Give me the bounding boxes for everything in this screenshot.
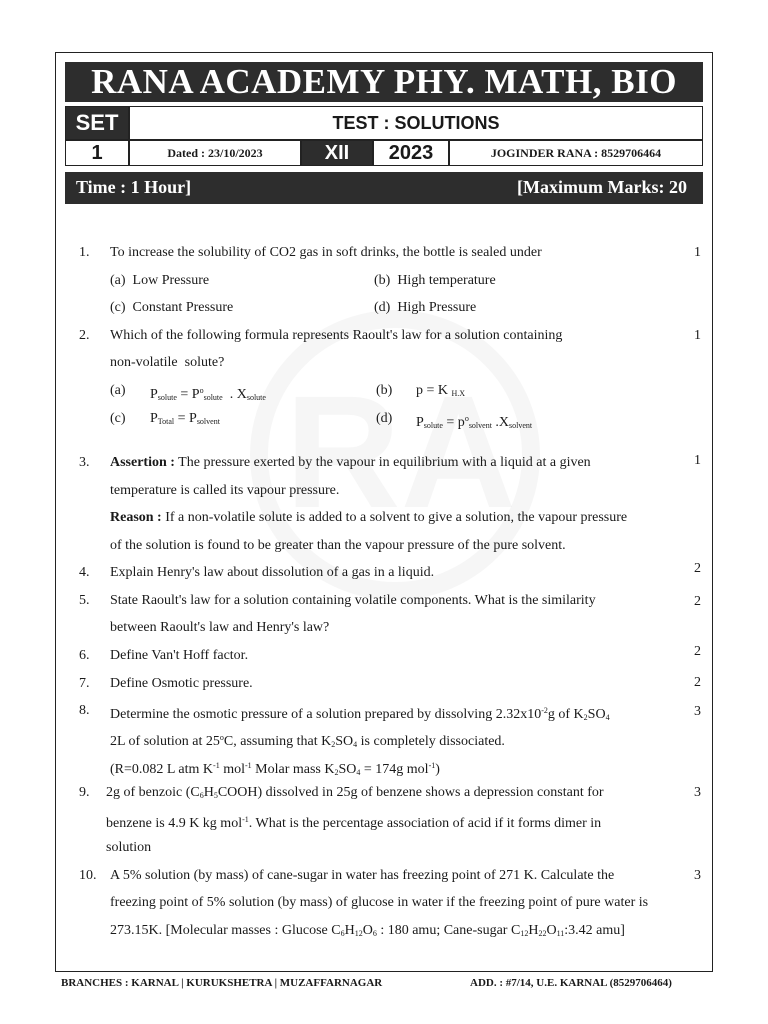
q2-line1: Which of the following formula represents Raoult's law for a solution containing (110, 328, 563, 343)
teacher-contact: JOGINDER RANA : 8529706464 (449, 140, 703, 166)
q1-marks: 1 (694, 245, 701, 260)
q4-number: 4. (79, 565, 90, 580)
q2-option-b-formula: p = K $_{H.X}$ (416, 383, 466, 398)
class-label: XII (301, 140, 373, 166)
q6-marks: 2 (694, 644, 701, 659)
q2-marks: 1 (694, 328, 701, 343)
q8-line3: (R=0.082 L atm $K^{-1}$ mol$^{-1}$ Molar mass $K_2SO_4 = 174g$ mol$^{-1}$) (110, 761, 440, 777)
q3-assertion: Assertion : The pressure exerted by the vapour in equilibrium with a liquid at a given (110, 455, 591, 470)
q10-marks: 3 (694, 868, 701, 883)
q2-option-b-label: (b) (376, 383, 393, 398)
q8-number: 8. (79, 703, 90, 718)
q6-text: Define Van't Hoff factor. (110, 648, 249, 663)
q1-number: 1. (79, 245, 90, 260)
footer-branches: BRANCHES : KARNAL | KURUKSHETRA | MUZAFFARNAGAR (61, 977, 383, 989)
academy-title: RANA ACADEMY PHY. MATH, BIO (65, 62, 703, 102)
q9-line2: benzene is 4.9 K kg mol$^{-1}$. What is the percentage association of acid if it forms dimer in (106, 815, 602, 831)
q10-line3: 273.15K. [Molecular masses : Glucose $C_6H_{12}O_6$ : 180 amu; Cane-sugar $C_{12}H_{22}O_{11}:3.42$ amu] (110, 923, 625, 938)
q2-option-c-label: (c) (110, 411, 126, 426)
time-bar (65, 172, 703, 204)
q2-option-d-formula: $P_{solute} = p^o_{solvent}$ $.X_{solvent}$ (416, 414, 533, 430)
q4-marks: 2 (694, 561, 701, 576)
q2-line2: non-volatile solute? (110, 355, 225, 370)
q7-marks: 2 (694, 675, 701, 690)
q2-option-a-label: (a) (110, 383, 126, 398)
q3-marks: 1 (694, 453, 701, 468)
set-label: SET (65, 106, 129, 140)
q1-text: To increase the solubility of CO2 gas in soft drinks, the bottle is sealed under (110, 245, 542, 260)
q8-line1: Determine the osmotic pressure of a solution prepared by dissolving $2.32x10^{-2}g$ of $K_2SO_4$ (110, 706, 610, 722)
q5-marks: 2 (694, 594, 701, 609)
q8-marks: 3 (694, 704, 701, 719)
q9-marks: 3 (694, 785, 701, 800)
q5-line1: State Raoult's law for a solution containing volatile components. What is the similarity (110, 593, 596, 608)
q6-number: 6. (79, 648, 90, 663)
q10-line1: A 5% solution (by mass) of cane-sugar in water has freezing point of 271 K. Calculate the (110, 868, 615, 883)
q1-option-b: (b) High temperature (374, 273, 496, 288)
date-field: Dated : 23/10/2023 (129, 140, 301, 166)
q8-line2: 2L of solution at 25$^o$C, assuming that $K_2SO_4$ is completely dissociated. (110, 733, 505, 749)
footer-address: ADD. : #7/14, U.E. KARNAL (8529706464) (470, 977, 672, 989)
q9-number: 9. (79, 785, 90, 800)
q2-option-c-formula: $P_{Total} = P_{solvent}$ (150, 411, 220, 426)
q1-option-a: (a) Low Pressure (110, 273, 210, 288)
q10-number: 10. (79, 868, 97, 883)
q9-line1: 2g of benzoic $(C_6H_5COOH)$ dissolved in 25g of benzene shows a depression constant for (106, 785, 604, 800)
q2-option-d-label: (d) (376, 411, 393, 426)
q5-line2: between Raoult's law and Henry's law? (110, 620, 330, 635)
q1-option-d: (d) High Pressure (374, 300, 477, 315)
q10-line2: freezing point of 5% solution (by mass) of glucose in water if the freezing point of pure water is (110, 895, 649, 910)
q3-number: 3. (79, 455, 90, 470)
set-number: 1 (65, 140, 129, 166)
q2-option-a-formula: $P_{solute} = P^o_{solute}$ . $X_{solute}$ (150, 386, 266, 402)
q7-number: 7. (79, 676, 90, 691)
q9-line3: solution (106, 840, 152, 855)
q3-reason: Reason : If a non-volatile solute is added to a solvent to give a solution, the vapour pressure (110, 510, 628, 525)
q3-reason-cont: of the solution is found to be greater than the vapour pressure of the pure solvent. (110, 538, 566, 553)
time-label: Time : 1 Hour] (76, 177, 192, 197)
q3-assertion-cont: temperature is called its vapour pressure. (110, 483, 340, 498)
year-label: 2023 (373, 140, 449, 166)
q2-number: 2. (79, 328, 90, 343)
test-title: TEST : SOLUTIONS (129, 106, 703, 140)
max-marks-label: [Maximum Marks: 20 (517, 177, 687, 197)
q4-text: Explain Henry's law about dissolution of a gas in a liquid. (110, 565, 435, 580)
q7-text: Define Osmotic pressure. (110, 676, 253, 691)
q1-option-c: (c) Constant Pressure (110, 300, 234, 315)
q5-number: 5. (79, 593, 90, 608)
